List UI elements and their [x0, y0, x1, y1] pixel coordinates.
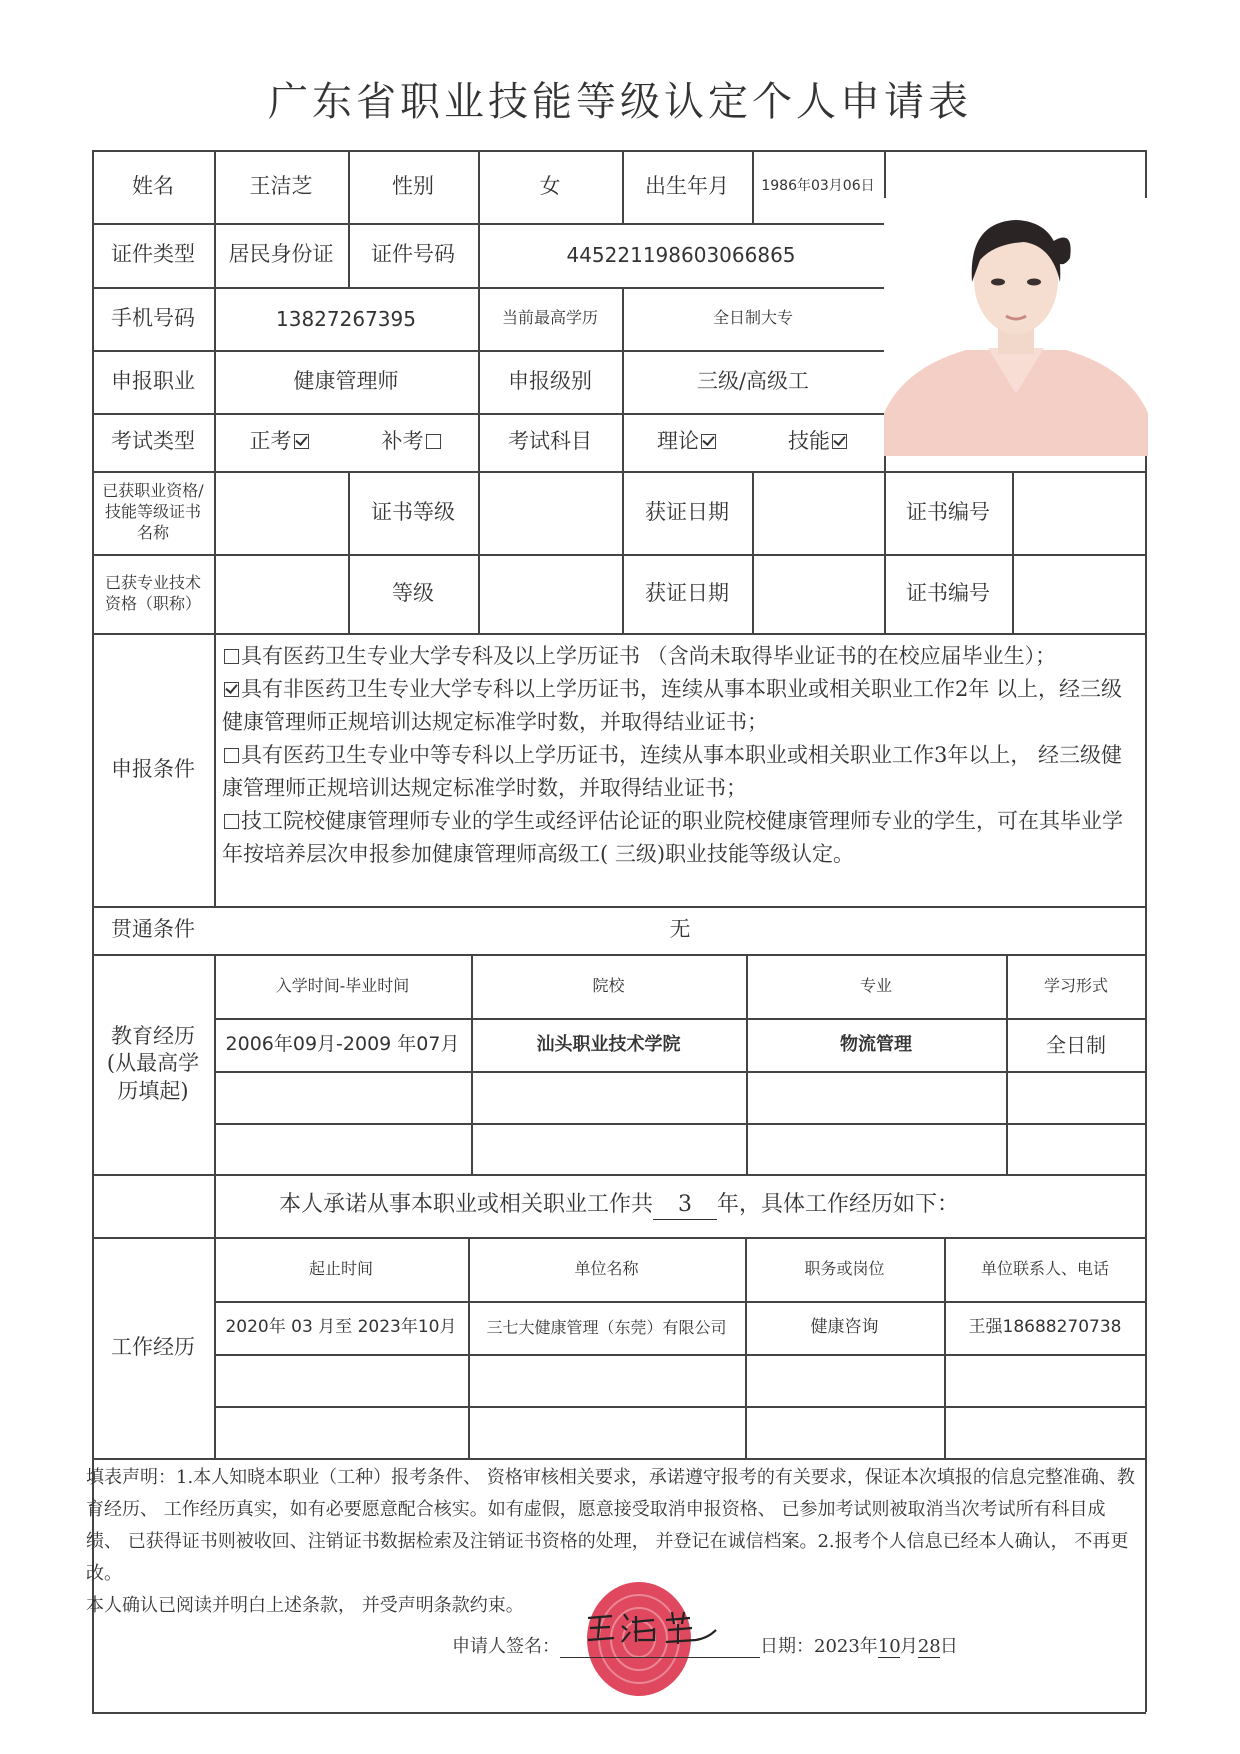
row-line — [214, 1406, 1146, 1408]
declaration-text: 填表声明：1.本人知晓本职业（工种）报考条件、 资格审核相关要求，承诺遵守报考的有关要求，保证本次填报的信息完整准确、教育经历、 工作经历真实，如有必要愿意配合核实。如有虚假，愿意接受取消申报资格、 已参加考试则被取消当次考试所有科目成绩、 已获得证书则被收回、注销证书数据检索及注销证书资格的处理， 并登记在诚信档案。2.报考个人信息已经本人确认， 不再更改。 — [86, 1467, 1135, 1584]
work-header-position: 职务或岗位 — [804, 1258, 885, 1278]
col-line — [1012, 471, 1014, 633]
work-position: 健康咨询 — [810, 1317, 879, 1338]
row-line — [92, 1458, 1146, 1460]
edu-header-school: 院校 — [592, 975, 625, 995]
label-prior-title: 已获专业技术资格（职称） — [104, 572, 201, 613]
label-id-type: 证件类型 — [111, 242, 195, 267]
subject-theory-label: 理论 — [657, 429, 699, 454]
signature-line — [452, 1632, 1112, 1658]
condition-text: 具有医药卫生专业中等专科以上学历证书，连续从事本职业或相关职业工作3年以上， 经三级健康管理师正规培训达规定标准学时数，并取得结业证书； — [222, 743, 1123, 800]
work-period: 2020年 03 月至 2023年10月 — [225, 1317, 457, 1338]
condition-item — [222, 805, 1142, 871]
label-edu-level: 当前最高学历 — [501, 308, 598, 328]
label-name: 姓名 — [132, 173, 174, 198]
edu-school: 汕头职业技术学院 — [536, 1033, 681, 1055]
exam-makeup-label: 补考 — [381, 429, 424, 454]
sign-field[interactable] — [560, 1637, 760, 1658]
subject-skill-label: 技能 — [788, 429, 830, 454]
condition-item — [222, 673, 1142, 739]
label-education: 教育经历(从最高学历填起) — [106, 1024, 200, 1103]
row-line — [214, 1354, 1146, 1356]
value-id-type: 居民身份证 — [228, 242, 334, 267]
label-cert-date: 获证日期 — [645, 499, 729, 524]
work-promise — [92, 1174, 1146, 1237]
value-occupation: 健康管理师 — [293, 368, 399, 393]
col-line — [752, 471, 754, 633]
exam-subject-options — [622, 413, 884, 471]
work-header-contact: 单位联系人、电话 — [980, 1258, 1109, 1278]
edu-mode: 全日制 — [1046, 1032, 1106, 1057]
edu-major: 物流管理 — [840, 1033, 912, 1055]
label-title-no: 证书编号 — [906, 580, 990, 605]
subject-theory-checkbox[interactable] — [701, 434, 716, 449]
label-through: 贯通条件 — [111, 917, 195, 942]
label-level: 申报级别 — [508, 368, 592, 393]
work-header-company: 单位名称 — [574, 1258, 639, 1278]
work-company: 三七大健康管理（东莞）有限公司 — [486, 1317, 727, 1337]
border-bottom — [92, 1712, 1146, 1714]
value-phone: 13827267395 — [276, 306, 416, 331]
work-contact: 王强18688270738 — [968, 1317, 1122, 1338]
condition-checkbox[interactable] — [224, 682, 239, 697]
condition-item — [222, 739, 1142, 805]
label-cert-no: 证书编号 — [906, 499, 990, 524]
exam-regular-label: 正考 — [249, 429, 292, 454]
promise-years[interactable]: 3 — [653, 1191, 717, 1221]
edu-period: 2006年09月-2009 年07月 — [225, 1033, 460, 1056]
edu-header-period: 入学时间-毕业时间 — [275, 975, 410, 995]
subject-skill-checkbox[interactable] — [832, 434, 847, 449]
label-gender: 性别 — [392, 173, 434, 198]
declaration-confirm: 本人确认已阅读并明白上述条款， 并受声明条款约束。 — [86, 1595, 524, 1616]
condition-checkbox[interactable] — [224, 748, 239, 763]
exam-makeup-option[interactable] — [382, 428, 443, 455]
value-gender: 女 — [539, 173, 561, 198]
date-day[interactable]: 28 — [917, 1636, 941, 1657]
value-level: 三级/高级工 — [696, 368, 810, 393]
label-id-no: 证件号码 — [371, 242, 455, 267]
form-title: 广东省职业技能等级认定个人申请表 — [268, 79, 972, 125]
sign-label: 申请人签名： — [452, 1636, 560, 1657]
date-year: 2023年 — [814, 1636, 878, 1657]
date-month-suffix: 月 — [899, 1636, 918, 1657]
condition-text: 技工院校健康管理师专业的学生或经评估论证的职业院校健康管理师专业的学生，可在其毕业学年按培养层次申报参加健康管理师高级工( 三级)职业技能等级认定。 — [222, 809, 1123, 866]
label-work: 工作经历 — [111, 1334, 195, 1359]
date-month[interactable]: 10 — [877, 1636, 901, 1657]
applicant-photo — [884, 198, 1148, 456]
value-name: 王洁芝 — [249, 173, 313, 198]
label-grade: 等级 — [392, 580, 434, 605]
exam-makeup-checkbox[interactable] — [426, 434, 441, 449]
label-occupation: 申报职业 — [111, 368, 195, 393]
value-through: 无 — [669, 917, 691, 942]
value-id-no: 445221198603066865 — [566, 243, 796, 267]
label-conditions: 申报条件 — [111, 756, 195, 781]
condition-checkbox[interactable] — [224, 649, 239, 664]
promise-text-before: 本人承诺从事本职业或相关职业工作共 — [278, 1192, 653, 1218]
label-exam-type: 考试类型 — [111, 429, 195, 454]
exam-type-options — [214, 413, 478, 471]
subject-theory-option[interactable] — [657, 428, 718, 455]
condition-text: 具有非医药卫生专业大学专科以上学历证书，连续从事本职业或相关职业工作2年 以上，经三级健康管理师正规培训达规定标准学时数，并取得结业证书； — [222, 677, 1123, 734]
exam-regular-checkbox[interactable] — [294, 434, 309, 449]
subject-skill-option[interactable] — [788, 428, 849, 455]
date-day-suffix: 日 — [939, 1636, 958, 1657]
label-title-date: 获证日期 — [645, 580, 729, 605]
label-exam-subject: 考试科目 — [508, 429, 592, 454]
value-edu-level: 全日制大专 — [712, 308, 793, 328]
promise-text-after: 年，具体工作经历如下： — [717, 1192, 960, 1218]
condition-item — [222, 640, 1142, 673]
label-prior-cert: 已获职业资格/技能等级证书名称 — [102, 481, 204, 542]
conditions-list — [222, 640, 1142, 871]
row-line — [92, 633, 1146, 635]
value-birth: 1986年03月06日 — [761, 178, 875, 195]
label-cert-grade: 证书等级 — [371, 499, 455, 524]
edu-header-major: 专业 — [859, 975, 892, 995]
exam-regular-option[interactable] — [250, 428, 311, 455]
edu-header-mode: 学习形式 — [1043, 975, 1108, 995]
label-phone: 手机号码 — [111, 305, 195, 330]
date-label: 日期： — [760, 1636, 814, 1657]
condition-checkbox[interactable] — [224, 814, 239, 829]
condition-text: 具有医药卫生专业大学专科及以上学历证书 （含尚未取得毕业证书的在校应届毕业生）； — [241, 644, 1057, 668]
label-birth: 出生年月 — [645, 173, 729, 198]
work-header-period: 起止时间 — [308, 1258, 373, 1278]
